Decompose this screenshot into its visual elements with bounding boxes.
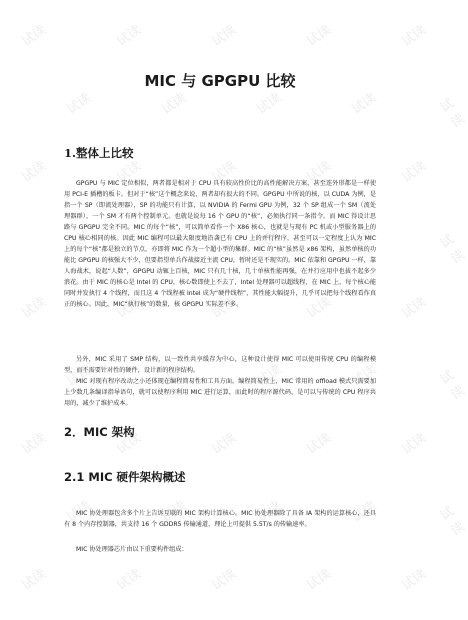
section-heading-overall-comparison: 1.整体上比较 (64, 146, 134, 160)
watermark-text: 试读 (19, 566, 50, 594)
watermark-text: 试读 (19, 158, 50, 186)
document-title: MIC 与 GPGPU 比较 (144, 72, 296, 90)
watermark-text: 试读 (399, 22, 430, 50)
paragraph-mic-components: MIC 协处理器芯片由以下重要构件组成： (76, 546, 188, 553)
watermark-text: 试读 (254, 226, 285, 254)
watermark-text: 试读 (399, 158, 430, 186)
watermark-text: 试读 (209, 158, 240, 186)
watermark-text: 试读 (64, 226, 95, 254)
watermark-text: 试读 (19, 430, 50, 458)
watermark-text: 试读 (304, 22, 335, 50)
watermark-text: 试读 (349, 90, 380, 118)
watermark-text: 试读 (254, 498, 285, 526)
watermark-text: 试读 (349, 362, 380, 390)
watermark-text: 试读 (349, 498, 380, 526)
watermark-text: 试读 (399, 294, 430, 322)
watermark-text: 试读 (209, 430, 240, 458)
watermark-text: 试读 (304, 294, 335, 322)
watermark-text: 试读 (114, 430, 145, 458)
watermark-text: 试读 (159, 90, 190, 118)
watermark-text: 试读 (64, 498, 95, 526)
watermark-text: 试读 (437, 231, 468, 268)
watermark-text: 试读 (437, 367, 468, 404)
watermark-text: 试读 (209, 22, 240, 50)
watermark-text: 试读 (304, 158, 335, 186)
paragraph-smp-structure: 另外，MIC 采用了 SMP 结构，以一致性共享缓存为中心，这种设计使得 MIC 可以使用传统 CPU 的编程模型，而不需要针对性的硬件，设计新的程序结构。 (64, 356, 376, 374)
watermark-text: 试读 (254, 90, 285, 118)
watermark-text: 试读 (399, 430, 430, 458)
paragraph-programming-ease: MIC 对现有程序改动之小还体现在编程简易性和工具方面。编程简易性上，MIC 常用的 offload 模式只需要加上少数几条编译指导语句，就可以使程序利用 MIC 进行运算，而此时的程序源代码，是可以与传统的 CPU 程序共用的，减少了维护成本。 (64, 378, 376, 407)
section-heading-mic-architecture: 2．MIC 架构 (64, 425, 135, 439)
watermark-text: 试读 (209, 566, 240, 594)
watermark-text: 试读 (64, 362, 95, 390)
watermark-text: 试读 (19, 22, 50, 50)
watermark-text: 试读 (437, 95, 468, 132)
watermark-text: 试读 (159, 226, 190, 254)
watermark-text: 试读 (399, 566, 430, 594)
watermark-text: 试读 (114, 158, 145, 186)
watermark-text: 试读 (114, 294, 145, 322)
paragraph-mic-coprocessor: MIC 协处理器包含多个片上告诉互联的 MIC 架构计算核心。MIC 协处理器除了具备 IA 架构的运算核心，还具有 8 个内存控制器，共支持 16 个 GDDR5 传输通道，理论上可提供 5.5T/s 的传输速率。 (64, 510, 376, 528)
watermark-text: 试读 (19, 294, 50, 322)
section-heading-mic-hardware-overview: 2.1 MIC 硬件架构概述 (64, 470, 186, 484)
watermark-text: 试读 (437, 503, 468, 540)
watermark-text: 试读 (254, 362, 285, 390)
watermark-text: 试读 (304, 566, 335, 594)
watermark-text: 试读 (304, 430, 335, 458)
watermark-text: 试读 (349, 226, 380, 254)
watermark-text: 试读 (64, 90, 95, 118)
watermark-text: 试读 (114, 566, 145, 594)
watermark-text: 试读 (159, 498, 190, 526)
watermark-text: 试读 (159, 362, 190, 390)
watermark-text: 试读 (114, 22, 145, 50)
watermark-text: 试读 (209, 294, 240, 322)
paragraph-gpgpu-mic-comparison: GPGPU 与 MIC 定位相似，两者都是相对于 CPU 具有较高性价比的高性能解决方案，甚至连外形都是一样使用 PCI-E 插槽的板卡。但对于“核”这个概念来说，两者却有很大的不同。GPGPU 中所说的核，以 CUDA 为例，是指一个 SP（即流处理器），SP 的功能只有计算，以 NVIDIA 的 Fermi GPU 为例，32 个 SP 组成一个 SM（流处理器群），一个 SM 才有两个控制单元。也就是说每 16 个 GPU 的“核”，必须执行同一条指令。而 MIC 得设计思路与 GPGPU 完全不同。MIC 的每个“核”，可以简单看作一个 X86 核心，也就是与现有 PC 机或小型服务器上的 CPU 核心相同的核。因此 MIC 编程可以最大限度地沿袭已有 CPU 上的并行程序，甚至可以一定程度上认为 MIC 上的每个“核”都是独立的节点，亦即将 MIC 作为一个超小型的集群。MIC 的“核”虽然是 x86 架构，虽然单核的功能比 GPGPU 的核强大不少，但要指望单兵作战接近主流 CPU，暂时还是不现实的。MIC 依靠和 GPGPU 一样，靠人海战术，说起“人数”，GPGPU 动辄上百核，MIC 只有几十核，几十单核性能再强，在并行应用中也拔不起多少浪花。由于 MIC 的核心是 Intel 的 CPU，核心数即使上不去了，Intel 处理器可以超线程，在 MIC 上，每个核心能同时并发执行 4 个线程，而且这 4 个线程被 Intel 成为“硬件线程”，其性能大幅提升，几乎可以把每个线程看作真正的核心。因此，MIC“执行核”的数量，核 GPGPU 实际差不多。 (64, 180, 376, 308)
